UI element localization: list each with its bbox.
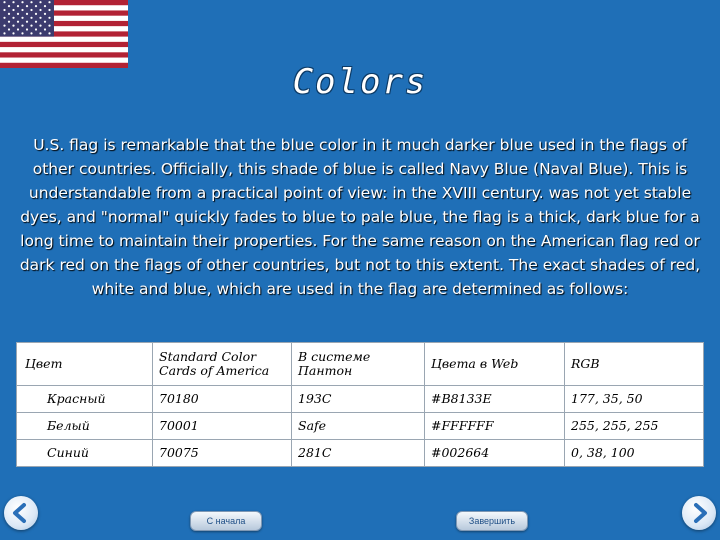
table-cell: 281C <box>292 440 425 467</box>
flag-star <box>12 1 14 3</box>
flag-star <box>35 21 37 23</box>
flag-star <box>3 25 5 27</box>
flag-star <box>48 32 50 34</box>
flag-star <box>3 17 5 19</box>
flag-star <box>35 13 37 15</box>
flag-star <box>12 25 14 27</box>
flag-star <box>39 17 41 19</box>
flag-star <box>48 1 50 3</box>
table-cell: 255, 255, 255 <box>565 413 704 440</box>
flag-star <box>39 9 41 11</box>
flag-star <box>44 5 46 7</box>
table-cell: #002664 <box>425 440 565 467</box>
table-header-cell: Цвет <box>17 343 153 386</box>
flag-star <box>39 25 41 27</box>
flag-star <box>12 9 14 11</box>
table-cell: #B8133E <box>425 386 565 413</box>
flag-star <box>8 13 10 15</box>
flag-star <box>12 17 14 19</box>
table-cell: 70001 <box>153 413 292 440</box>
flag-star <box>26 21 28 23</box>
flag-star <box>3 9 5 11</box>
flag-star <box>17 21 19 23</box>
flag-star <box>17 5 19 7</box>
us-flag-icon <box>0 0 128 68</box>
start-button[interactable]: С начала <box>190 511 262 531</box>
flag-star <box>26 13 28 15</box>
flag-star <box>30 25 32 27</box>
table-cell: Синий <box>17 440 153 467</box>
flag-star <box>21 1 23 3</box>
flag-star <box>21 9 23 11</box>
flag-star <box>44 13 46 15</box>
prev-slide-button[interactable] <box>4 496 38 530</box>
flag-star <box>48 17 50 19</box>
finish-button[interactable]: Завершить <box>456 511 528 531</box>
flag-star <box>26 28 28 30</box>
flag-star <box>12 32 14 34</box>
table-cell: 70180 <box>153 386 292 413</box>
flag-star <box>21 25 23 27</box>
table-cell: 177, 35, 50 <box>565 386 704 413</box>
table-cell: Красный <box>17 386 153 413</box>
table-header-row <box>17 343 704 386</box>
flag-star <box>30 32 32 34</box>
flag-star <box>8 21 10 23</box>
flag-star <box>30 17 32 19</box>
table-header-cell: Standard Color Cards of America <box>153 343 292 386</box>
table-cell: Белый <box>17 413 153 440</box>
flag-star <box>44 28 46 30</box>
flag-star <box>44 21 46 23</box>
table-cell: Safe <box>292 413 425 440</box>
flag-star <box>3 1 5 3</box>
flag-star <box>30 1 32 3</box>
flag-star <box>39 32 41 34</box>
flag-colors-table <box>16 342 704 467</box>
flag-star <box>35 5 37 7</box>
chevron-left-icon <box>4 496 38 530</box>
flag-star <box>30 9 32 11</box>
slide-title: Colors <box>292 62 428 102</box>
table-header-cell: RGB <box>565 343 704 386</box>
table-cell: 193C <box>292 386 425 413</box>
flag-star <box>8 28 10 30</box>
table-cell: 0, 38, 100 <box>565 440 704 467</box>
flag-star <box>21 32 23 34</box>
flag-star <box>17 28 19 30</box>
flag-star <box>3 32 5 34</box>
table-cell: #FFFFFF <box>425 413 565 440</box>
slide-body-text: U.S. flag is remarkable that the blue color in it much darker blue used in the flags of other countries. Officially, this shade of blue is called Navy Blue (Naval Blue). This is understandable from a practical point of view: in the XVIII century. was not yet stable dyes, and "normal" quickly fades to blue to pale blue, the flag is a thick, dark blue for a long time to maintain their properties. For the same reason on the American flag red or dark red on the flags of other countries, but not to this extent. The exact shades of red, white and blue, which are used in the flag are determined as follows: <box>19 136 701 298</box>
table-header-cell: В системе Пантон <box>292 343 425 386</box>
table-row <box>17 440 704 467</box>
table-cell: 70075 <box>153 440 292 467</box>
flag-star <box>8 5 10 7</box>
flag-star <box>26 5 28 7</box>
next-slide-button[interactable] <box>682 496 716 530</box>
table-row <box>17 386 704 413</box>
flag-star <box>21 17 23 19</box>
flag-star <box>48 9 50 11</box>
flag-star <box>48 25 50 27</box>
flag-star <box>17 13 19 15</box>
flag-star <box>39 1 41 3</box>
flag-star <box>35 28 37 30</box>
chevron-right-icon <box>682 496 716 530</box>
table-header-cell: Цвета в Web <box>425 343 565 386</box>
table-row <box>17 413 704 440</box>
